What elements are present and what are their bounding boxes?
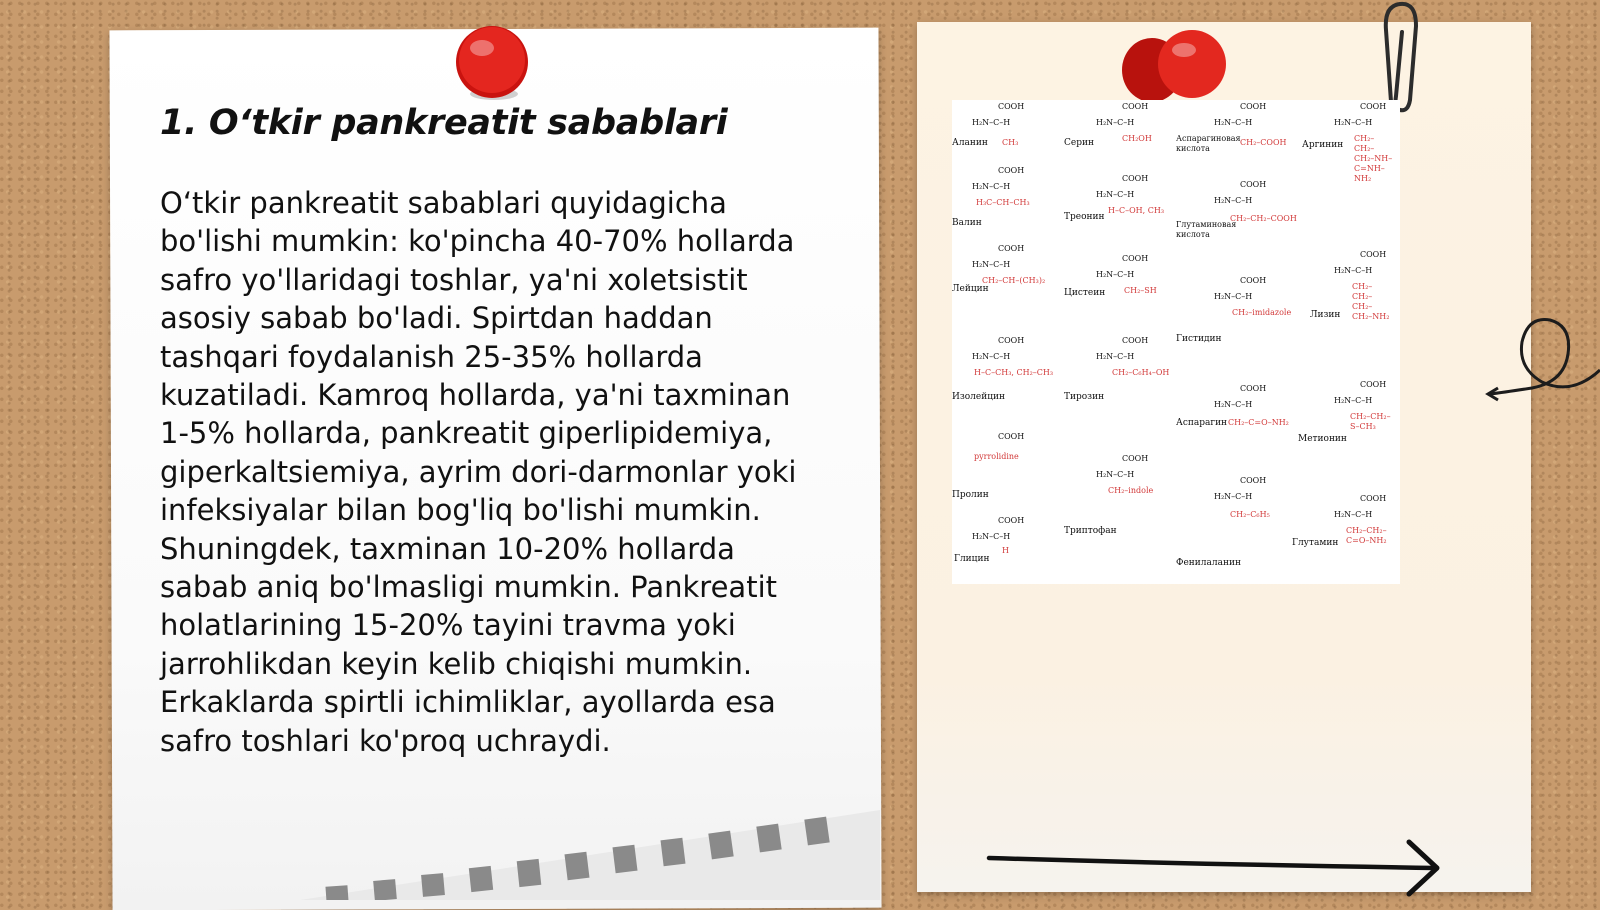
amino-acids-structure-image: COOH H₂N–C–H CH₃ Аланин COOH H₂N–C–H H₃C–CH–CH₃ Валин COOH H₂N–C–H CH₂–CH–(CH₃)₂ Лейцин COOH H₂N–C–H H–C–CH₃, CH₂–CH₃ Изолейцин COOH pyrrolidine Пролин COOH H₂N–C–H H Глицин COOH H₂N–C–H CH₂OH Серин COOH H₂N–C–H H–C–OH, CH₃ Треонин COOH H₂N–C–H CH₂–SH Цистеин COOH H₂N–C–H CH₂–C₆H₄–OH Тирозин COOH H₂N–C–H CH₂–indole Триптофан COOH H₂N–C–H CH₂–COOH Аспарагиновая кислота COOH H₂N–C–H CH₂–CH₂–COOH Глутаминовая кислота COOH H₂N–C–H CH₂–imidazole Гистидин COOH H₂N–C–H CH₂–C=O–NH₂ Аспарагин COOH H₂N–C–H CH₂–C₆H₅ Фенилаланин COOH H₂N–C–H CH₂–CH₂–CH₂–NH–C=NH–NH₂ Аргинин COOH H₂N–C–H CH₂–CH₂–CH₂–CH₂–NH₂ Лизин COOH H₂N–C–H CH₂–CH₂–S–CH₃ Метионин COOH H₂N–C–H CH₂–CH₂–C=O–NH₂ Глутамин <box>952 100 1400 584</box>
pushpin-icon <box>452 20 532 104</box>
arrow-right-icon <box>985 838 1445 898</box>
slide-title: 1. O‘tkir pankreatit sabablari <box>160 103 728 143</box>
slide-body-text: O‘tkir pankreatit sabablari quyidagicha bo'lishi mumkin: ko'pincha 40-70% hollarda safro yo'llaridagi toshlar, ya'ni xoletsistit asosiy sabab bo'ladi. Spirtdan haddan tashqari foydalanish 25-35% hollarda kuzatiladi. Kamroq hollarda, ya'ni taxminan 1-5% hollarda, pankreatit giperlipidemiya, giperkaltsiemiya, ayrim dori-darmonlar yoki infeksiyalar bilan bog'liq bo'lishi mumkin. Shuningdek, taxminan 10-20% hollarda sabab aniq bo'lmasligi mumkin. Pankreatit holatlarining 15-20% tayini travma yoki jarrohlikdan keyin kelib chiqishi mumkin. Erkaklarda spirtli ichimliklar, ayollarda esa safro toshlari ko'proq uchraydi. <box>160 186 797 758</box>
pushpin-icon <box>1122 30 1238 104</box>
torn-paper-strip <box>300 790 880 900</box>
curly-arrow-icon <box>1482 312 1600 412</box>
